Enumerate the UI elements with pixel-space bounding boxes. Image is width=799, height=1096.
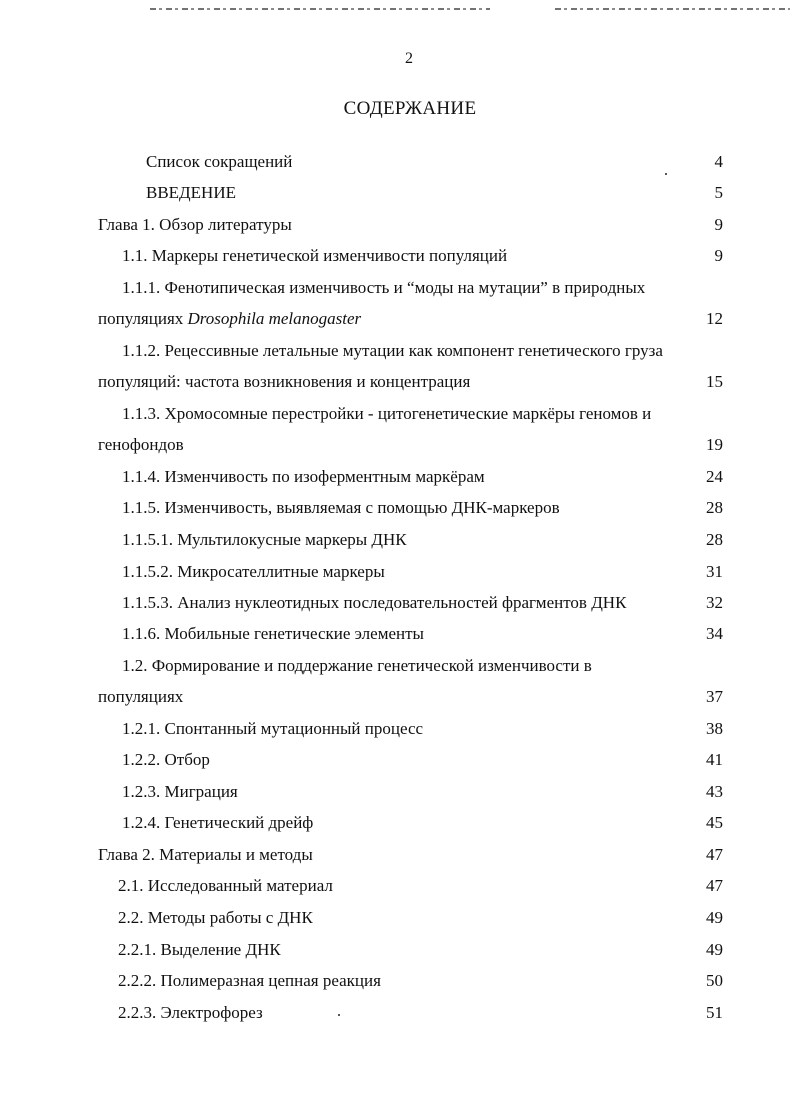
toc-entry-text: 1.1.3. Хромосомные перестройки - цитогенетические маркёры геномов и <box>122 404 652 423</box>
toc-entry-text: 1.1.2. Рецессивные летальные мутации как компонент генетического груза <box>122 341 663 360</box>
toc-entry-text: 1.1.5.3. Анализ нуклеотидных последовательностей фрагментов ДНК <box>122 593 627 612</box>
toc-entry-page: 38 <box>706 719 723 738</box>
toc-entry-text: 1.2.4. Генетический дрейф <box>122 813 314 832</box>
toc-entry-text <box>98 303 361 335</box>
toc-entry-page: 47 <box>706 876 723 895</box>
toc-entry-1-1-1-line2[interactable] <box>0 303 799 335</box>
toc-entry-2-2-3[interactable] <box>0 997 799 1029</box>
toc-entry-1-1-2-line1[interactable] <box>0 335 799 367</box>
toc-entry-page: 50 <box>706 971 723 990</box>
toc-entry-page: 5 <box>714 183 723 202</box>
toc-entry-text: 1.1. Маркеры генетической изменчивости популяций <box>122 246 508 265</box>
toc-entry-1-1[interactable] <box>0 240 799 272</box>
toc-entry-page: 45 <box>706 813 723 832</box>
toc-entry-page: 28 <box>706 530 723 549</box>
toc-entry-page: 19 <box>706 435 723 454</box>
toc-entry-abbreviations[interactable] <box>0 146 799 178</box>
toc-entry-text: популяциях <box>98 687 184 706</box>
toc-entry-introduction[interactable] <box>0 177 799 209</box>
toc-entry-text: 2.2.3. Электрофорез <box>118 1003 263 1022</box>
toc-entry-2-1[interactable] <box>0 870 799 902</box>
toc-entry-page: 15 <box>706 372 723 391</box>
toc-entry-1-2-line1[interactable] <box>0 650 799 682</box>
toc-entry-text: 2.2.2. Полимеразная цепная реакция <box>118 971 381 990</box>
toc-entry-chapter-1[interactable] <box>0 209 799 241</box>
toc-entry-text: 1.2.2. Отбор <box>122 750 210 769</box>
toc-entry-2-2[interactable] <box>0 902 799 934</box>
toc-entry-text: 2.1. Исследованный материал <box>118 876 333 895</box>
toc-entry-page: 49 <box>706 940 723 959</box>
toc-entry-page: 28 <box>706 498 723 517</box>
toc-entry-1-1-5-1[interactable] <box>0 524 799 556</box>
toc-entry-page: 9 <box>714 246 723 265</box>
toc-entry-text: 1.1.5.2. Микросателлитные маркеры <box>122 562 385 581</box>
toc-entry-text: 1.2. Формирование и поддержание генетической изменчивости в <box>122 656 592 675</box>
toc-entry-1-1-5-2[interactable] <box>0 556 799 588</box>
toc-entry-page: 43 <box>706 782 723 801</box>
toc-entry-page: 47 <box>706 845 723 864</box>
toc-entry-page: 12 <box>706 309 723 328</box>
toc-entry-page: 49 <box>706 908 723 927</box>
toc-entry-1-1-3-line1[interactable] <box>0 398 799 430</box>
toc-entry-text: 1.1.6. Мобильные генетические элементы <box>122 624 424 643</box>
toc-entry-text: ВВЕДЕНИЕ <box>146 183 236 202</box>
toc-entry-text: Список сокращений <box>146 152 293 171</box>
toc-entry-text: 1.1.4. Изменчивость по изоферментным маркёрам <box>122 467 485 486</box>
toc-entry-page: 51 <box>706 1003 723 1022</box>
toc-entry-text: 1.2.1. Спонтанный мутационный процесс <box>122 719 424 738</box>
toc-entry-text: популяций: частота возникновения и концентрация <box>98 372 471 391</box>
toc-entry-1-1-5-3[interactable] <box>0 587 799 619</box>
page-title: СОДЕРЖАНИЕ <box>343 98 477 119</box>
toc-entry-page: 34 <box>706 624 723 643</box>
toc-entry-text: Глава 1. Обзор литературы <box>98 215 292 234</box>
toc-entry-1-1-1-line1[interactable] <box>0 272 799 304</box>
toc-entry-text: 2.2. Методы работы с ДНК <box>118 908 313 927</box>
toc-entry-1-1-2-line2[interactable] <box>0 366 799 398</box>
toc-entry-text: Глава 2. Материалы и методы <box>98 845 313 864</box>
toc-entry-page: 37 <box>706 687 723 706</box>
toc-entry-1-2-4[interactable] <box>0 807 799 839</box>
toc-entry-1-1-6[interactable] <box>0 618 799 650</box>
scan-artifact-right <box>555 8 790 10</box>
toc-entry-text: 1.1.5. Изменчивость, выявляемая с помощью ДНК-маркеров <box>122 498 560 517</box>
toc-entry-1-1-4[interactable] <box>0 461 799 493</box>
toc-entry-page: 9 <box>714 215 723 234</box>
toc-entry-page: 41 <box>706 750 723 769</box>
toc-entry-chapter-2[interactable] <box>0 839 799 871</box>
species-name: Drosophila melanogaster <box>187 309 362 328</box>
toc-entry-1-2-1[interactable] <box>0 713 799 745</box>
toc-entry-1-1-5[interactable] <box>0 492 799 524</box>
scan-artifact-left <box>150 8 490 10</box>
toc-entry-page: 32 <box>706 593 723 612</box>
toc-entry-text: 1.1.1. Фенотипическая изменчивость и “моды на мутации” в природных <box>122 278 646 297</box>
toc-entry-2-2-1[interactable] <box>0 934 799 966</box>
toc-entry-2-2-2[interactable] <box>0 965 799 997</box>
toc-entry-1-2-2[interactable] <box>0 744 799 776</box>
toc-entry-text: 2.2.1. Выделение ДНК <box>118 940 281 959</box>
toc-entry-text: 1.1.5.1. Мультилокусные маркеры ДНК <box>122 530 407 549</box>
toc-entry-1-1-3-line2[interactable] <box>0 429 799 461</box>
toc-entry-text: 1.2.3. Миграция <box>122 782 238 801</box>
toc-entry-text: генофондов <box>98 435 184 454</box>
toc-entry-1-2-line2[interactable] <box>0 681 799 713</box>
toc-entry-page: 24 <box>706 467 723 486</box>
toc-entry-text-prefix: популяциях <box>98 309 188 328</box>
toc-entry-page: 4 <box>714 152 723 171</box>
toc-entry-1-2-3[interactable] <box>0 776 799 808</box>
toc-entry-page: 31 <box>706 562 723 581</box>
page-number: 2 <box>405 50 413 67</box>
